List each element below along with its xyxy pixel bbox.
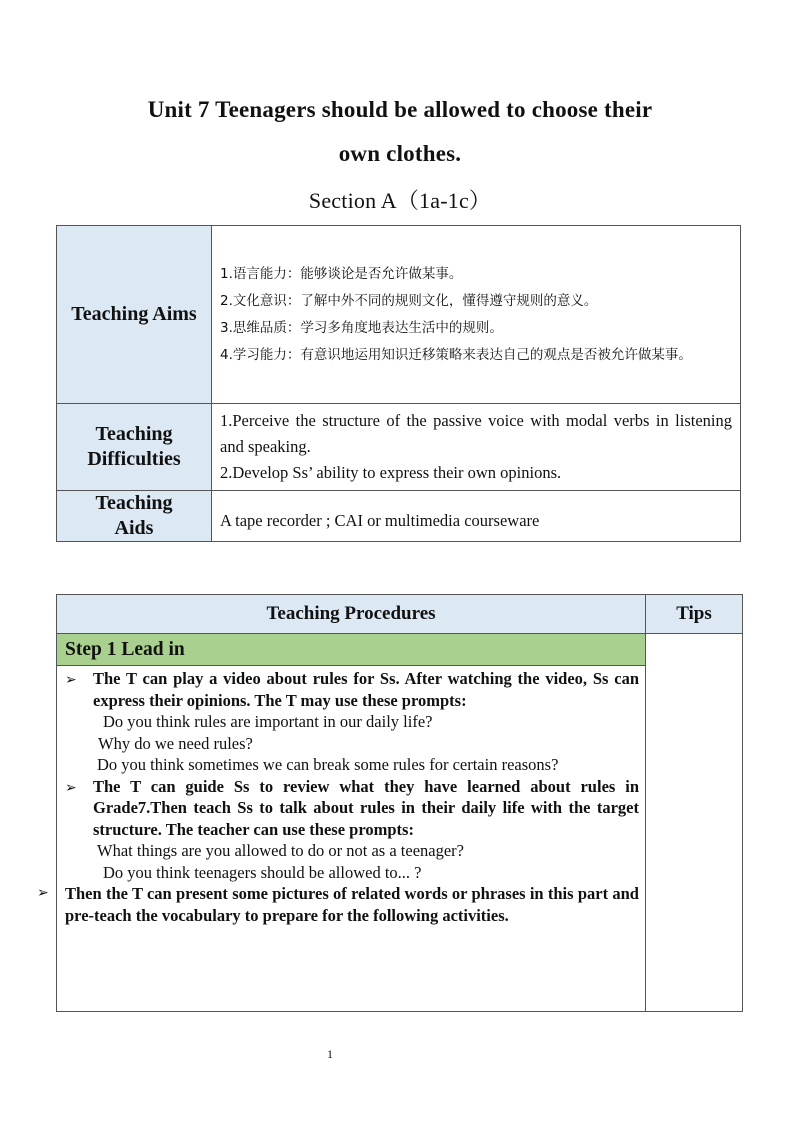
procedures-table xyxy=(37,594,743,1012)
section-title: Section A（1a-1c） xyxy=(308,188,492,213)
prompt-line: Do you think sometimes we can break some rules for certain reasons? xyxy=(97,755,559,774)
difficulty-item: 2.Develop Ss’ ability to express their own opinions. xyxy=(220,463,562,482)
bullet-item: ➢ Then the T can present some pictures of related words or phrases in this part and pre-teach the vocabulary to prepare for the following activities. xyxy=(37,884,639,925)
aims-label: Teaching Aims xyxy=(57,226,212,404)
difficulty-item: 1.Perceive the structure of the passive voice with modal verbs in listening and speaking. xyxy=(220,411,732,456)
page-number: 1 xyxy=(327,1047,333,1061)
tips-header: Tips xyxy=(646,595,743,634)
aims-list xyxy=(220,263,732,366)
doc-title-line1: Unit 7 Teenagers should be allowed to choose their xyxy=(147,97,653,122)
prompt-line: Why do we need rules? xyxy=(98,733,253,753)
aim-item: 4.学习能力：有意识地运用知识迁移策略来表达自己的观点是否被允许做某事。 xyxy=(220,347,692,363)
bullet-item: ➢ The T can guide Ss to review what they have learned about rules in Grade7.Then teach Ss to talk about rules in their daily life with the target structure. The teacher can use these prompts: xyxy=(65,776,639,839)
difficulties-label: Teaching Difficulties xyxy=(57,404,212,491)
aim-item: 1.语言能力：能够谈论是否允许做某事。 xyxy=(220,266,463,282)
prompt-line: Do you think teenagers should be allowed to... ? xyxy=(103,862,422,882)
tips-cell xyxy=(646,634,743,1012)
prompt-line: What things are you allowed to do or not as a teenager? xyxy=(97,841,464,860)
aim-item: 3.思维品质：学习多角度地表达生活中的规则。 xyxy=(220,320,503,336)
arrow-bullet-icon: ➢ xyxy=(65,672,77,688)
teaching-info-table xyxy=(56,225,741,542)
aim-item: 2.文化意识：了解中外不同的规则文化，懂得遵守规则的意义。 xyxy=(220,293,598,309)
prompt-line: Do you think rules are important in our daily life? xyxy=(103,712,433,731)
step-title: Step 1 Lead in xyxy=(57,634,646,666)
arrow-bullet-icon: ➢ xyxy=(37,885,49,901)
doc-title-line2: own clothes. xyxy=(338,141,462,166)
arrow-bullet-icon: ➢ xyxy=(65,779,77,796)
aids-label: Teaching Aids xyxy=(57,491,212,542)
aids-value: A tape recorder ; CAI or multimedia courseware xyxy=(212,491,741,542)
bullet-item: ➢ The T can play a video about rules for Ss. After watching the video, Ss can express their opinions. The T may use these prompts: xyxy=(65,669,639,710)
procedures-header: Teaching Procedures xyxy=(57,595,646,634)
step-content xyxy=(37,666,646,1012)
